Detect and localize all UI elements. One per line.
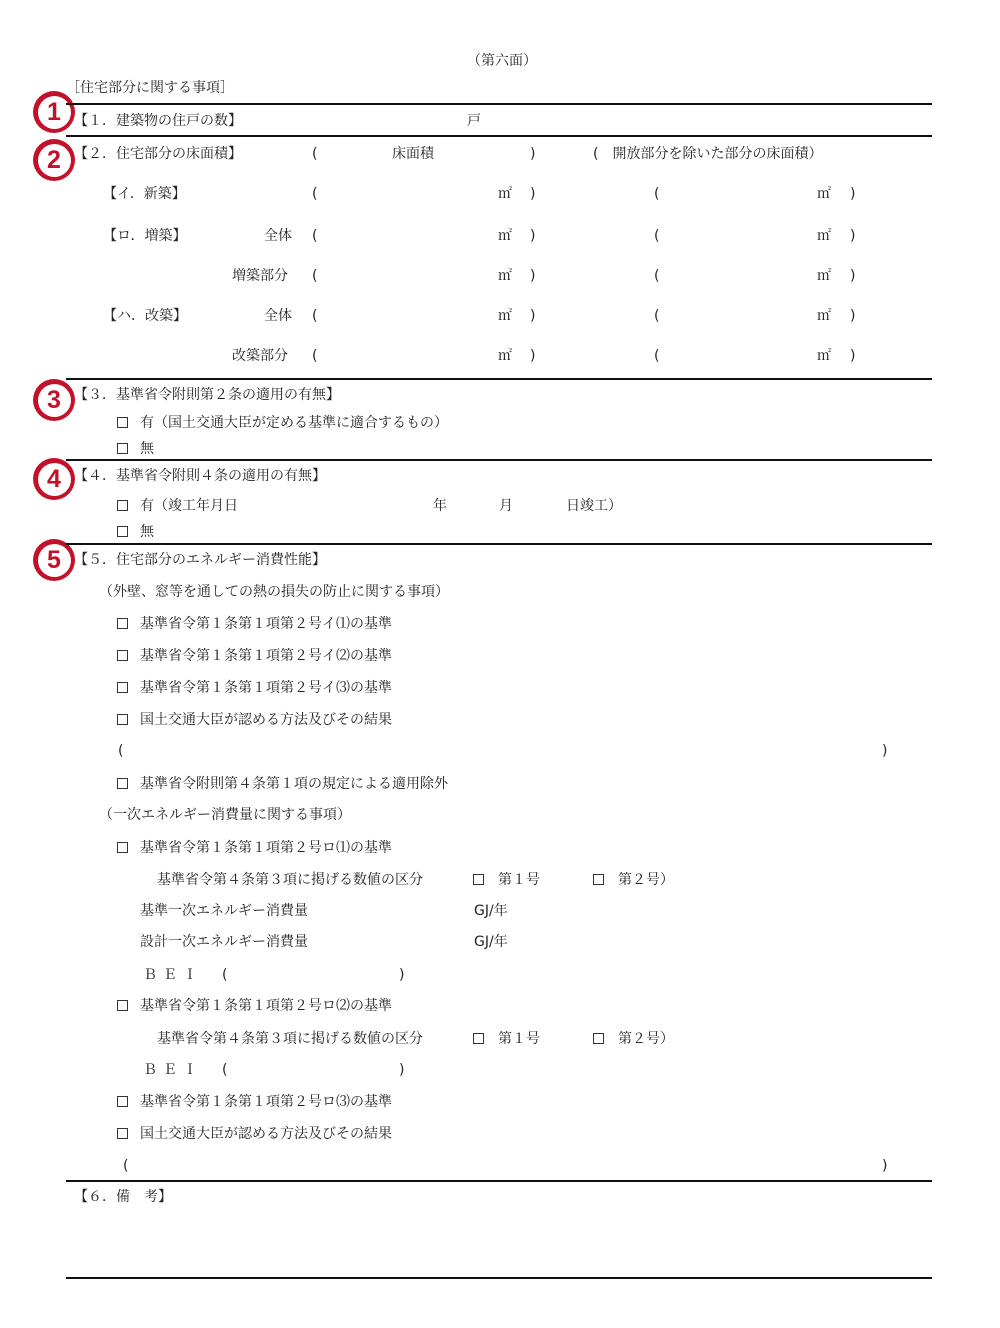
s3-yes-checkbox[interactable] <box>117 417 128 428</box>
paren-close: ) <box>850 228 856 244</box>
s5-b2-no1: 第１号 <box>498 1031 540 1047</box>
divider <box>66 459 932 461</box>
paren-open: ( <box>312 268 318 284</box>
paren-close: ) <box>399 967 405 983</box>
s5-b1-no1: 第１号 <box>498 872 540 888</box>
s5-a3-checkbox[interactable] <box>117 682 128 693</box>
s5-design-energy: 設計一次エネルギー消費量 <box>140 934 308 950</box>
unit-m2: ㎡ <box>817 186 831 202</box>
s2-label: 【２．住宅部分の床面積】 <box>74 146 242 162</box>
s4-day: 日竣工） <box>566 498 622 514</box>
s5-b2-no2: 第２号） <box>618 1031 674 1047</box>
s3-no-label: 無 <box>140 441 154 457</box>
s5-b1-label: 基準省令第１条第１項第２号ロ⑴の基準 <box>140 840 392 856</box>
unit-m2: ㎡ <box>498 348 512 364</box>
s4-yes-label: 有（竣工年月日 <box>140 498 238 514</box>
badge-4: 4 <box>33 458 75 500</box>
badge-2: 2 <box>33 139 75 181</box>
s5-a4-label: 国土交通大臣が認める方法及びその結果 <box>140 712 392 728</box>
paren-close: ) <box>882 1158 888 1174</box>
col2-header: ( 開放部分を除いた部分の床面積） <box>593 146 823 162</box>
unit-m2: ㎡ <box>817 228 831 244</box>
s3-no-checkbox[interactable] <box>117 443 128 454</box>
s1-unit: 戸 <box>467 113 481 129</box>
col1-close: ) <box>530 146 536 162</box>
paren-open: ( <box>312 308 318 324</box>
unit-m2: ㎡ <box>498 308 512 324</box>
s5-sub2: （一次エネルギー消費量に関する事項） <box>99 807 351 823</box>
paren-open: ( <box>312 348 318 364</box>
s5-b1-no1-checkbox[interactable] <box>473 874 484 885</box>
s4-month: 月 <box>499 498 513 514</box>
s5-std-energy: 基準一次エネルギー消費量 <box>140 903 308 919</box>
s3-yes-label: 有（国土交通大臣が定める基準に適合するもの） <box>140 415 448 431</box>
paren-open: ( <box>118 743 124 759</box>
paren-open: ( <box>654 228 660 244</box>
paren-open: ( <box>222 967 228 983</box>
s2-row-category: 【ハ．改築】 <box>103 308 187 324</box>
paren-close: ) <box>882 743 888 759</box>
unit-m2: ㎡ <box>817 308 831 324</box>
paren-close: ) <box>530 348 536 364</box>
divider <box>66 378 932 380</box>
divider <box>66 135 932 137</box>
paren-open: ( <box>654 186 660 202</box>
s5-a2-label: 基準省令第１条第１項第２号イ⑵の基準 <box>140 648 392 664</box>
s5-b2-class: 基準省令第４条第３項に掲げる数値の区分 <box>157 1031 423 1047</box>
s5-design-unit: GJ/年 <box>474 934 508 950</box>
s5-label: 【５．住宅部分のエネルギー消費性能】 <box>74 552 326 568</box>
s5-a4-checkbox[interactable] <box>117 714 128 725</box>
paren-open: ( <box>312 228 318 244</box>
s2-row-category: 【イ．新築】 <box>103 186 186 202</box>
s1-label: 【１．建築物の住戸の数】 <box>74 113 242 129</box>
s5-b1-checkbox[interactable] <box>117 842 128 853</box>
paren-close: ) <box>399 1062 405 1078</box>
s5-bei-label: ＢＥＩ <box>143 967 203 983</box>
s5-b3-label: 基準省令第１条第１項第２号ロ⑶の基準 <box>140 1094 392 1110</box>
paren-close: ) <box>530 228 536 244</box>
s5-b1-no2: 第２号） <box>618 872 674 888</box>
s4-yes-checkbox[interactable] <box>117 500 128 511</box>
section-title: ［住宅部分に関する事項］ <box>66 80 234 96</box>
s4-no-checkbox[interactable] <box>117 526 128 537</box>
s5-b1-no2-checkbox[interactable] <box>593 874 604 885</box>
s2-row-sub: 全体 <box>264 308 292 324</box>
paren-close: ) <box>530 308 536 324</box>
unit-m2: ㎡ <box>498 228 512 244</box>
s2-row-sub: 全体 <box>264 228 292 244</box>
s5-bei-label: ＢＥＩ <box>143 1062 203 1078</box>
s5-b2-checkbox[interactable] <box>117 1000 128 1011</box>
s5-a5-checkbox[interactable] <box>117 778 128 789</box>
divider <box>66 1180 932 1182</box>
s2-row-sub: 改築部分 <box>232 348 288 364</box>
badge-5: 5 <box>33 539 75 581</box>
paren-close: ) <box>850 308 856 324</box>
unit-m2: ㎡ <box>817 268 831 284</box>
divider <box>66 543 932 545</box>
s5-b3-checkbox[interactable] <box>117 1096 128 1107</box>
paren-open: ( <box>654 268 660 284</box>
s2-row-sub: 増築部分 <box>232 268 288 284</box>
paren-open: ( <box>222 1062 228 1078</box>
paren-open: ( <box>654 348 660 364</box>
s5-b2-no2-checkbox[interactable] <box>593 1033 604 1044</box>
s3-label: 【３．基準省令附則第２条の適用の有無】 <box>74 387 340 403</box>
badge-3: 3 <box>33 379 75 421</box>
s4-label: 【４．基準省令附則４条の適用の有無】 <box>74 468 326 484</box>
paren-close: ) <box>530 268 536 284</box>
paren-close: ) <box>850 268 856 284</box>
paren-open: ( <box>123 1158 129 1174</box>
s5-b4-checkbox[interactable] <box>117 1128 128 1139</box>
unit-m2: ㎡ <box>498 268 512 284</box>
s5-b2-no1-checkbox[interactable] <box>473 1033 484 1044</box>
s5-b2-label: 基準省令第１条第１項第２号ロ⑵の基準 <box>140 998 392 1014</box>
divider <box>66 103 932 105</box>
paren-close: ) <box>850 186 856 202</box>
page-label: （第六面） <box>467 53 537 69</box>
s5-a1-label: 基準省令第１条第１項第２号イ⑴の基準 <box>140 616 392 632</box>
s5-a5-label: 基準省令附則第４条第１項の規定による適用除外 <box>140 776 448 792</box>
s5-b4-label: 国土交通大臣が認める方法及びその結果 <box>140 1126 392 1142</box>
unit-m2: ㎡ <box>817 348 831 364</box>
s4-year: 年 <box>433 498 447 514</box>
unit-m2: ㎡ <box>498 186 512 202</box>
col1-open: ( <box>312 146 318 162</box>
paren-close: ) <box>530 186 536 202</box>
divider <box>66 1277 932 1279</box>
s2-row-category: 【ロ．増築】 <box>103 228 187 244</box>
s5-std-unit: GJ/年 <box>474 903 508 919</box>
s5-sub1: （外壁、窓等を通しての熱の損失の防止に関する事項） <box>99 584 449 600</box>
s5-a1-checkbox[interactable] <box>117 618 128 629</box>
paren-open: ( <box>312 186 318 202</box>
s5-a3-label: 基準省令第１条第１項第２号イ⑶の基準 <box>140 680 392 696</box>
badge-1: 1 <box>33 91 75 133</box>
col1-header: 床面積 <box>392 146 434 162</box>
s5-b1-class: 基準省令第４条第３項に掲げる数値の区分 <box>157 872 423 888</box>
paren-close: ) <box>850 348 856 364</box>
s5-a2-checkbox[interactable] <box>117 650 128 661</box>
s6-label: 【６．備 考】 <box>74 1189 172 1205</box>
s4-no-label: 無 <box>140 524 154 540</box>
paren-open: ( <box>654 308 660 324</box>
